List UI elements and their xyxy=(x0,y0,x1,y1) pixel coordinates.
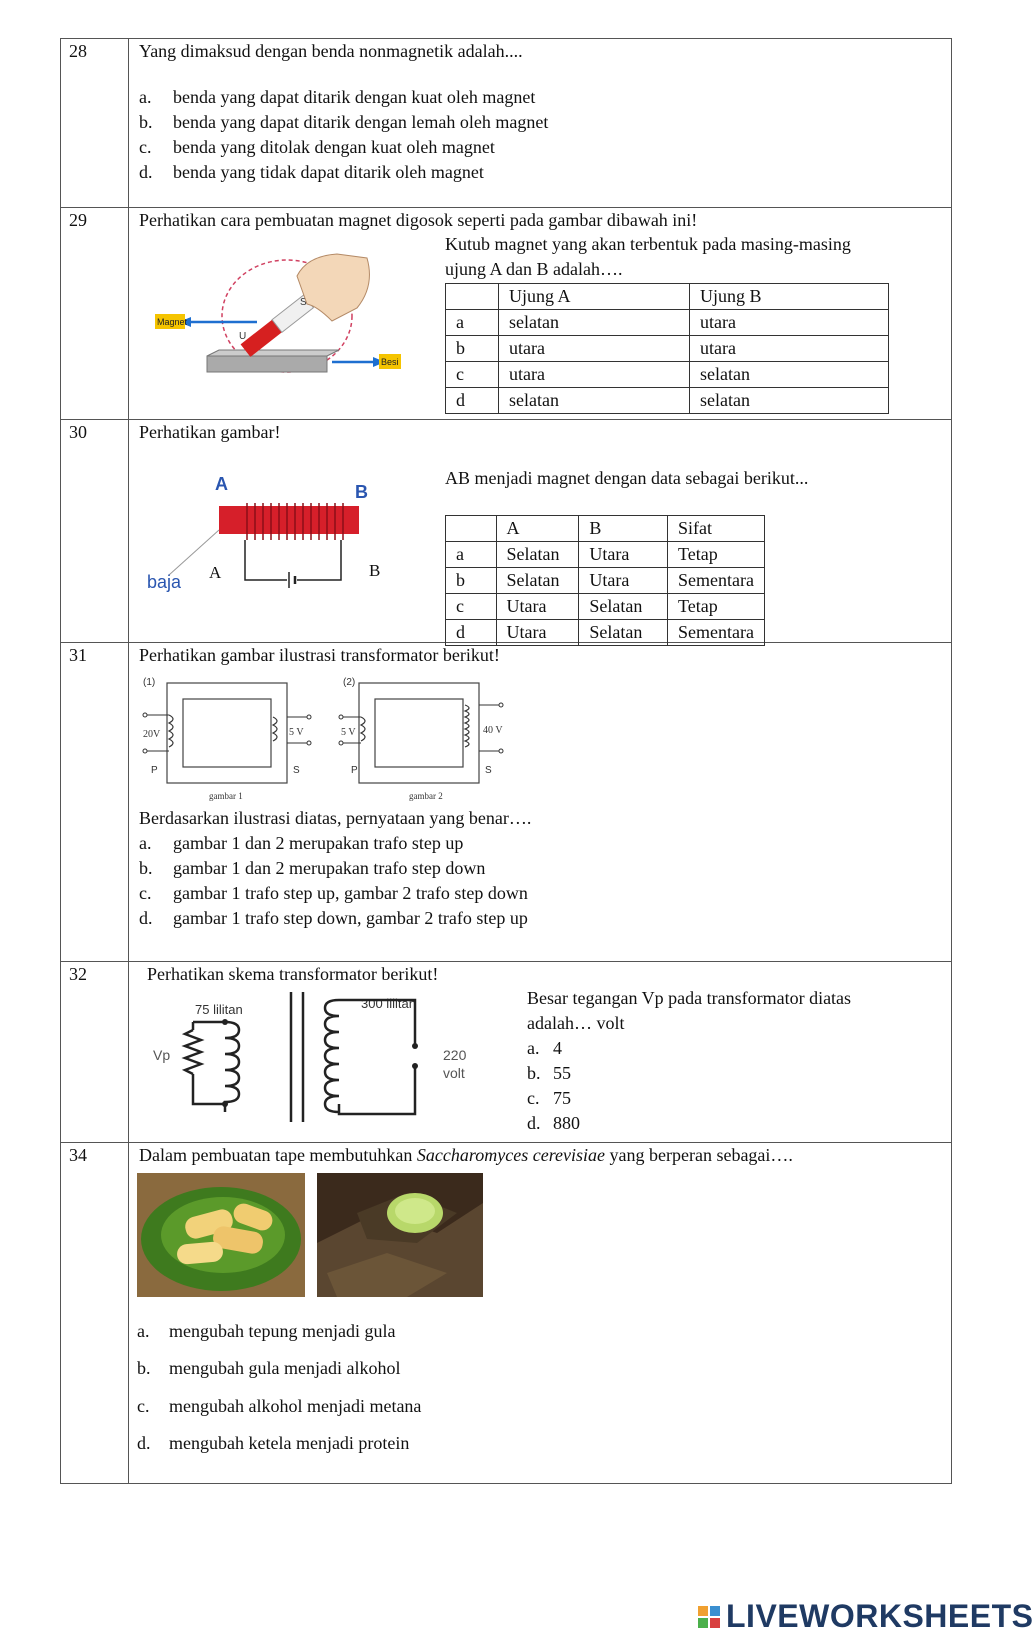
question-text: Yang dimaksud dengan benda nonmagnetik adalah.... xyxy=(139,41,523,61)
question-number: 31 xyxy=(61,643,129,961)
primary-turns-label: 75 lilitan xyxy=(195,1002,243,1017)
question-row-29 xyxy=(61,208,951,420)
figure-2-vp: 5 V xyxy=(341,727,356,738)
figure-2-caption: gambar 2 xyxy=(409,791,443,801)
label-b: B xyxy=(355,482,368,502)
worksheet-table xyxy=(60,38,952,1484)
voltage-220-label: 220 xyxy=(443,1047,467,1063)
figure-1-number: (1) xyxy=(143,677,156,688)
figure-2-vs: 40 V xyxy=(483,725,503,736)
question-text: Perhatikan skema transformator berikut! xyxy=(147,964,439,984)
figure-1-s: S xyxy=(293,765,300,776)
question-row-28 xyxy=(61,39,951,208)
option-b[interactable]: b. benda yang dapat ditarik dengan lemah oleh magnet xyxy=(139,112,549,132)
volt-label: volt xyxy=(443,1065,465,1081)
option-d[interactable]: d. 880 xyxy=(527,1113,580,1133)
table-row[interactable]: b Selatan Utara Sementara xyxy=(446,568,765,594)
transformer-figure-2 xyxy=(339,677,503,801)
table-row[interactable]: d Utara Selatan Sementara xyxy=(446,620,765,646)
figure-1-vs: 5 V xyxy=(289,727,304,738)
figure-1-p: P xyxy=(151,765,158,776)
option-a[interactable]: a. gambar 1 dan 2 merupakan trafo step up xyxy=(139,833,464,853)
magnet-label: Magnet xyxy=(157,317,188,327)
table-header-row: A B Sifat xyxy=(446,516,765,542)
table-row[interactable]: b utara utara xyxy=(446,336,889,362)
question-text: Perhatikan gambar! xyxy=(139,422,281,442)
question-content xyxy=(129,420,951,642)
question-side-text: Kutub magnet yang akan terbentuk pada masing-masing xyxy=(445,234,851,254)
question-number: 32 xyxy=(61,962,129,1142)
transformer-figure-1 xyxy=(143,677,311,801)
question-side-text: AB menjadi magnet dengan data sebagai berikut... xyxy=(445,468,809,488)
figure-1-vp: 20V xyxy=(143,729,161,740)
answer-table xyxy=(445,283,889,414)
option-b[interactable]: b. gambar 1 dan 2 merupakan trafo step down xyxy=(139,858,486,878)
baja-label: baja xyxy=(147,572,182,592)
option-a[interactable]: a. mengubah tepung menjadi gula xyxy=(137,1321,396,1341)
table-row[interactable]: d selatan selatan xyxy=(446,388,889,414)
rubbing-magnet-figure xyxy=(147,246,407,386)
question-content xyxy=(129,39,951,207)
tape-ketan-photo xyxy=(317,1173,483,1297)
label-a-lower: A xyxy=(209,563,222,582)
option-d[interactable]: d. gambar 1 trafo step down, gambar 2 trafo step up xyxy=(139,908,528,928)
option-b[interactable]: b. mengubah gula menjadi alkohol xyxy=(137,1358,401,1378)
table-row[interactable]: c Utara Selatan Tetap xyxy=(446,594,765,620)
option-d[interactable]: d. benda yang tidak dapat ditarik oleh magnet xyxy=(139,162,484,182)
figure-2-s: S xyxy=(485,765,492,776)
figure-1-caption: gambar 1 xyxy=(209,791,243,801)
question-content xyxy=(129,962,951,1142)
question-content xyxy=(129,1143,951,1483)
tape-singkong-photo xyxy=(137,1173,305,1297)
vp-label: Vp xyxy=(153,1047,171,1063)
liveworksheets-logo-icon xyxy=(698,1606,722,1630)
table-row[interactable]: a Selatan Utara Tetap xyxy=(446,542,765,568)
option-a[interactable]: a. benda yang dapat ditarik dengan kuat oleh magnet xyxy=(139,87,536,107)
option-c[interactable]: c. gambar 1 trafo step up, gambar 2 trafo step down xyxy=(139,883,528,903)
question-row-30 xyxy=(61,420,951,643)
transformer-figures xyxy=(137,671,527,811)
question-side-text: adalah… volt xyxy=(527,1013,625,1033)
u-pole-label: U xyxy=(239,331,247,342)
question-content xyxy=(129,208,951,419)
option-c[interactable]: c. 75 xyxy=(527,1088,571,1108)
question-number: 34 xyxy=(61,1143,129,1483)
question-number: 30 xyxy=(61,420,129,642)
question-number: 29 xyxy=(61,208,129,419)
question-prompt: Berdasarkan ilustrasi diatas, pernyataan yang benar…. xyxy=(139,808,532,828)
table-header-row: Ujung A Ujung B xyxy=(446,284,889,310)
question-row-32 xyxy=(61,962,951,1143)
question-text: Dalam pembuatan tape membutuhkan Saccharomyces cerevisiae yang berperan sebagai…. xyxy=(139,1145,793,1165)
question-row-31 xyxy=(61,643,951,962)
option-a[interactable]: a. 4 xyxy=(527,1038,562,1058)
label-a: A xyxy=(215,474,228,494)
liveworksheets-brand[interactable]: LIVEWORKSHEETS xyxy=(726,1598,1033,1634)
answer-table xyxy=(445,515,765,646)
label-b-lower: B xyxy=(369,561,381,580)
question-number: 28 xyxy=(61,39,129,207)
figure-2-number: (2) xyxy=(343,677,356,688)
table-row[interactable]: c utara selatan xyxy=(446,362,889,388)
question-content xyxy=(129,643,951,961)
question-text: Perhatikan gambar ilustrasi transformator berikut! xyxy=(139,645,500,665)
option-c[interactable]: c. benda yang ditolak dengan kuat oleh magnet xyxy=(139,137,495,157)
table-row[interactable]: a selatan utara xyxy=(446,310,889,336)
transformer-schema-figure xyxy=(143,992,467,1132)
secondary-turns-label: 300 lilitan xyxy=(361,996,416,1011)
option-b[interactable]: b. 55 xyxy=(527,1063,571,1083)
solenoid-figure xyxy=(139,470,409,595)
question-side-text: Besar tegangan Vp pada transformator diatas xyxy=(527,988,852,1008)
option-d[interactable]: d. mengubah ketela menjadi protein xyxy=(137,1433,410,1453)
question-side-text: ujung A dan B adalah…. xyxy=(445,259,623,279)
option-c[interactable]: c. mengubah alkohol menjadi metana xyxy=(137,1396,422,1416)
besi-label: Besi xyxy=(381,357,399,367)
figure-2-p: P xyxy=(351,765,358,776)
question-text: Perhatikan cara pembuatan magnet digosok seperti pada gambar dibawah ini! xyxy=(139,210,698,230)
question-row-34 xyxy=(61,1143,951,1483)
s-pole-label: S xyxy=(300,297,307,308)
